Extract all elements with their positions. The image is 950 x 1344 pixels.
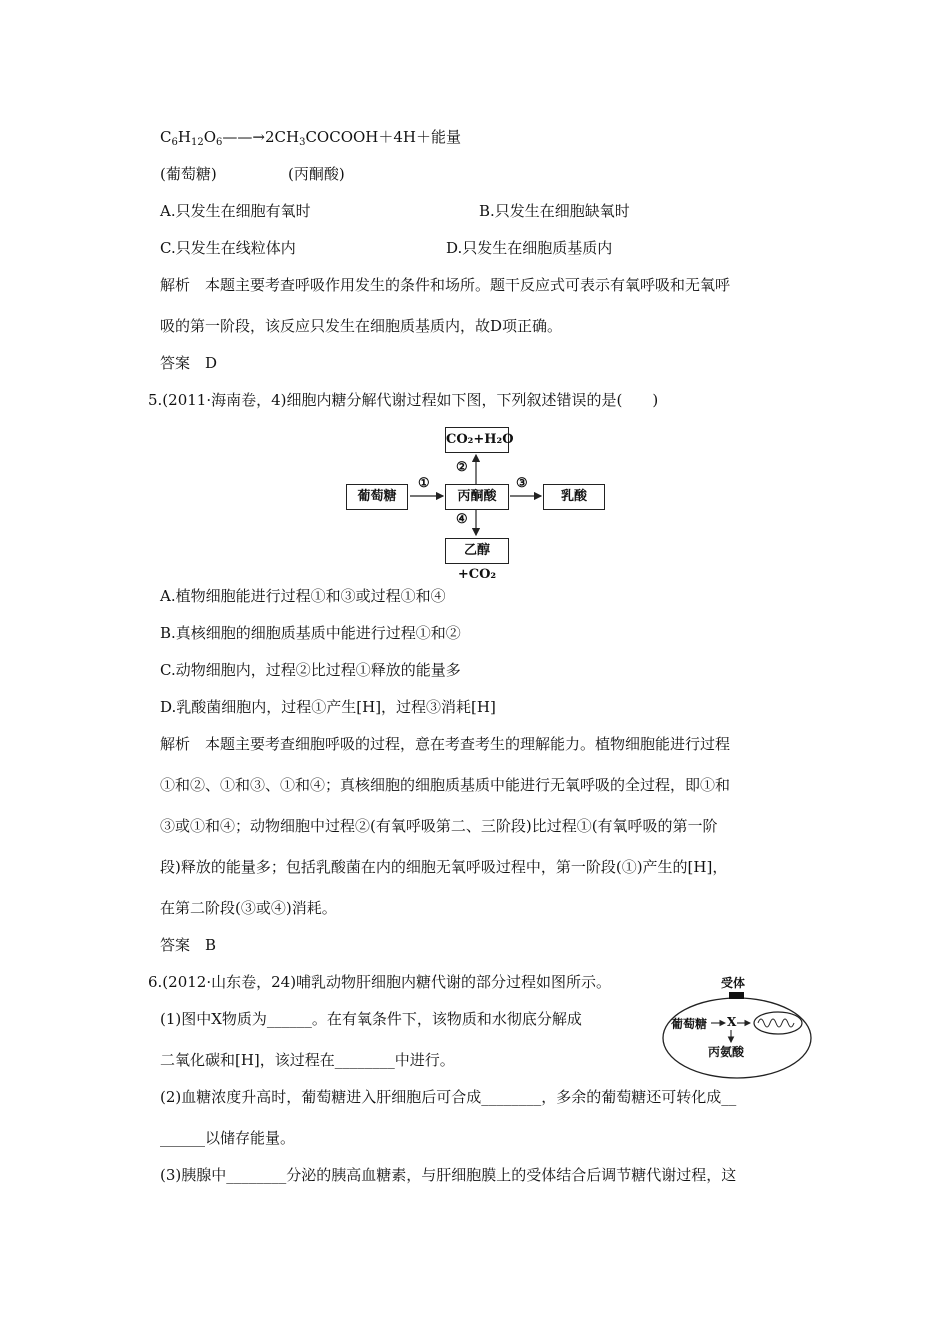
analysis-line: 解析 本题主要考查细胞呼吸的过程，意在考查考生的理解能力。植物细胞能进行过程 [160, 735, 731, 753]
cristae [758, 1019, 794, 1027]
question-6-stem: 6.(2012·山东卷，24)哺乳动物肝细胞内糖代谢的部分过程如图所示。 [148, 973, 612, 991]
q6-line: ______以储存能量。 [160, 1129, 296, 1147]
cell-membrane [663, 998, 811, 1078]
lactic-acid-box: 乳酸 [543, 484, 605, 510]
glucose-label: (葡萄糖) [160, 165, 217, 183]
q6-line: 二氧化碳和[H]，该过程在________中进行。 [160, 1051, 455, 1069]
ethanol-box: 乙醇 +CO₂ [445, 538, 509, 564]
receptor-shape [729, 992, 744, 999]
pyruvate-label: (丙酮酸) [288, 165, 345, 183]
step-4-label: ④ [456, 512, 468, 527]
reaction-equation: $C_6H_{12}O_6——\to 2CH_3COCOOH+4H+$能量 [160, 128, 461, 148]
option-c: C.只发生在线粒体内 [160, 239, 296, 257]
alanine-label: 丙氨酸 [708, 1045, 745, 1059]
x-label: X [727, 1015, 737, 1029]
analysis-line: 解析 本题主要考查呼吸作用发生的条件和场所。题干反应式可表示有氧呼吸和无氧呼 [160, 276, 731, 294]
step-1-label: ① [418, 476, 430, 491]
q6-line: (3)胰腺中________分泌的胰高血糖素，与肝细胞膜上的受体结合后调节糖代谢过程，这 [160, 1166, 737, 1184]
step-3-label: ③ [516, 476, 528, 491]
answer: 答案 D [160, 354, 218, 372]
option-c: C.动物细胞内，过程②比过程①释放的能量多 [160, 661, 461, 679]
option-a: A.植物细胞能进行过程①和③或过程①和④ [160, 587, 446, 605]
glucose-box: 葡萄糖 [346, 484, 408, 510]
glucose-label: 葡萄糖 [671, 1017, 708, 1031]
option-b: B.真核细胞的细胞质基质中能进行过程①和② [160, 624, 461, 642]
receptor-label: 受体 [721, 976, 746, 990]
analysis-line: 在第二阶段(③或④)消耗。 [160, 899, 337, 917]
option-b: B.只发生在细胞缺氧时 [479, 202, 630, 220]
step-2-label: ② [456, 460, 468, 475]
answer: 答案 B [160, 936, 217, 954]
analysis-line: 段)释放的能量多；包括乳酸菌在内的细胞无氧呼吸过程中，第一阶段(①)产生的[H]， [160, 858, 728, 876]
co2-h2o-box: CO₂+H₂O [445, 427, 509, 453]
option-d: D.只发生在细胞质基质内 [446, 239, 613, 257]
analysis-line: 吸的第一阶段，该反应只发生在细胞质基质内，故D项正确。 [160, 317, 563, 335]
option-a: A.只发生在细胞有氧时 [160, 202, 311, 220]
question-5-stem: 5.(2011·海南卷，4)细胞内糖分解代谢过程如下图，下列叙述错误的是( ) [148, 391, 659, 409]
option-d: D.乳酸菌细胞内，过程①产生[H]，过程③消耗[H] [160, 698, 496, 716]
analysis-line: ③或①和④；动物细胞中过程②(有氧呼吸第二、三阶段)比过程①(有氧呼吸的第一阶 [160, 817, 718, 835]
q6-line: (1)图中X物质为______。在有氧条件下，该物质和水彻底分解成 [160, 1010, 582, 1028]
mitochondrion-icon [754, 1012, 802, 1034]
pyruvate-box: 丙酮酸 [445, 484, 509, 510]
q6-line: (2)血糖浓度升高时，葡萄糖进入肝细胞后可合成________，多余的葡萄糖还可转化成__ [160, 1088, 737, 1106]
analysis-line: ①和②、①和③、①和④；真核细胞的细胞质基质中能进行无氧呼吸的全过程，即①和 [160, 776, 731, 794]
